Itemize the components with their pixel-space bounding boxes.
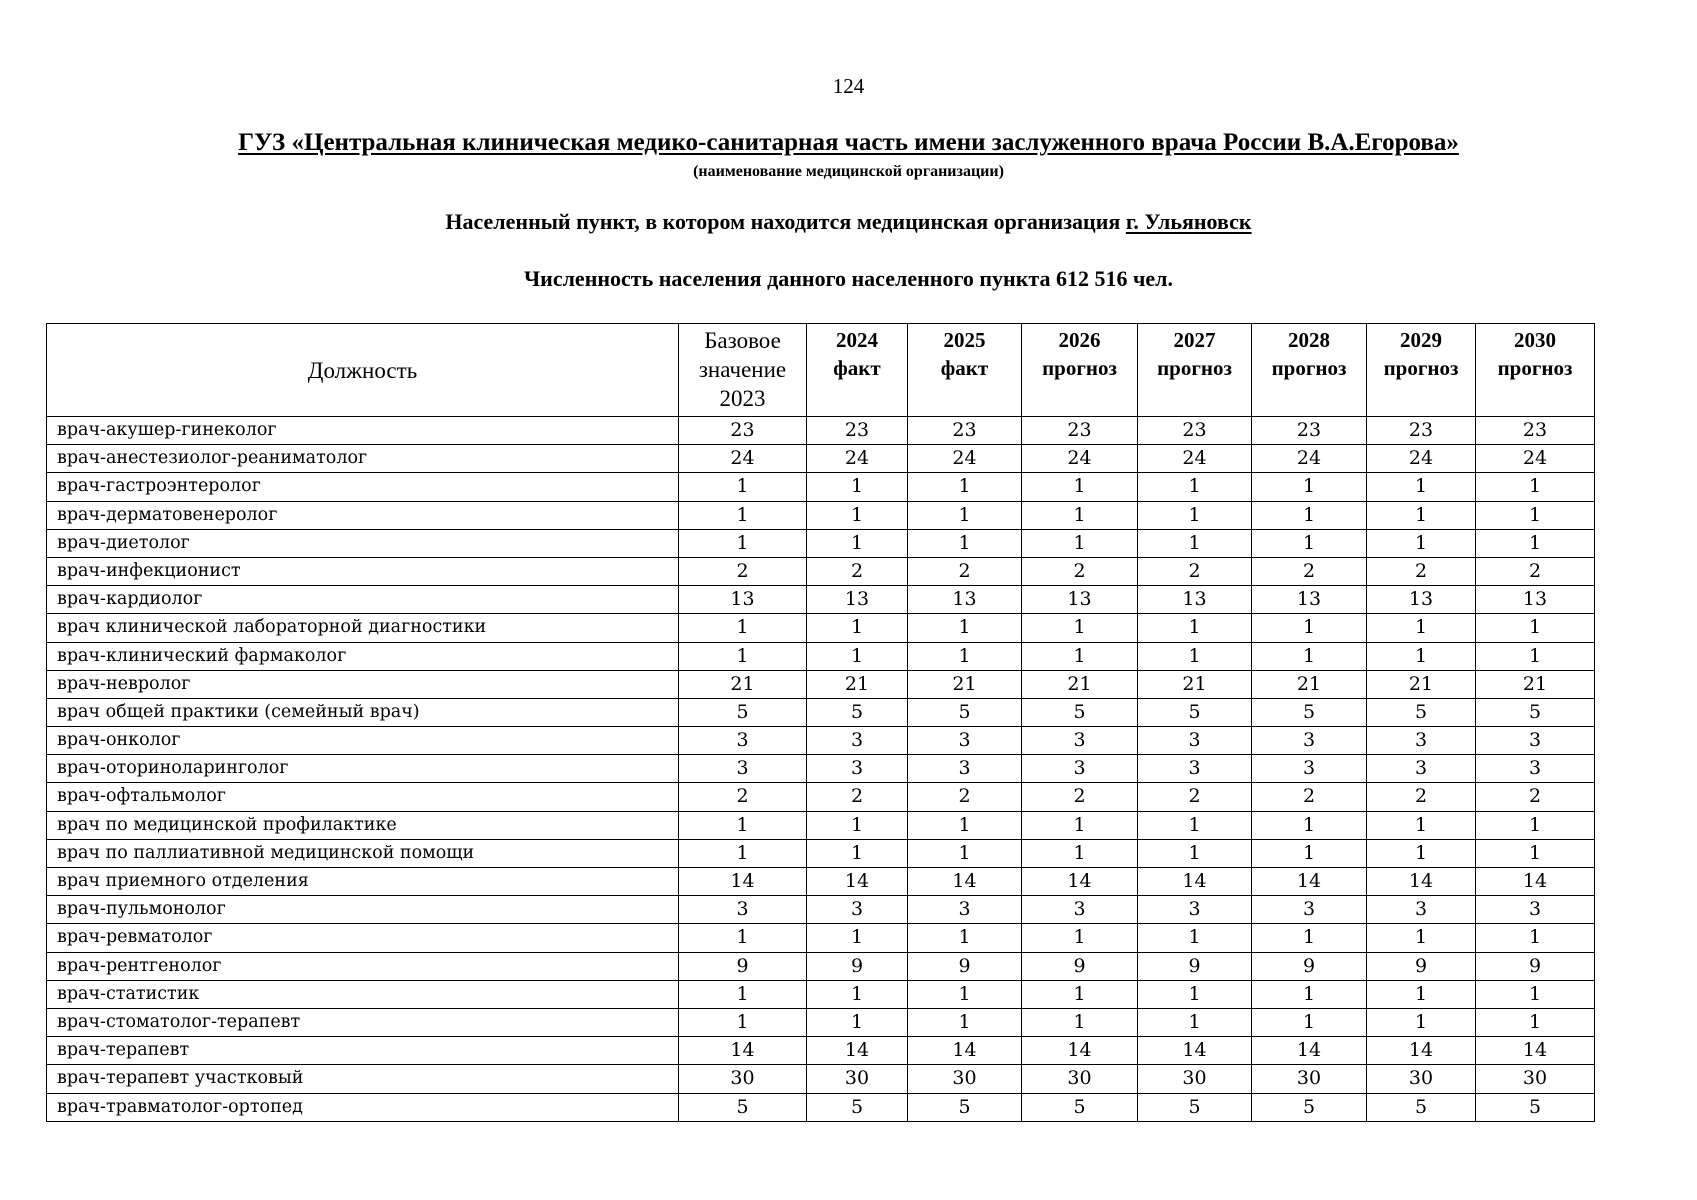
cell-value: 1 (908, 501, 1022, 529)
staff-table (46, 323, 1595, 1122)
table-row (47, 417, 1595, 445)
settlement-line (0, 209, 1697, 235)
table-row (47, 1065, 1595, 1093)
cell-position: врач-акушер-гинеколог (47, 417, 679, 445)
cell-position: врач по паллиативной медицинской помощи (47, 839, 679, 867)
table-row (47, 445, 1595, 473)
cell-value: 14 (807, 868, 908, 896)
cell-value: 1 (1476, 1008, 1595, 1036)
cell-value: 1 (807, 614, 908, 642)
header-year-kind: прогноз (1497, 356, 1573, 380)
cell-value: 1 (1138, 642, 1252, 670)
header-year (1367, 324, 1476, 417)
cell-value: 1 (807, 839, 908, 867)
cell-value: 1 (1022, 839, 1138, 867)
cell-value: 30 (679, 1065, 807, 1093)
cell-value: 5 (679, 698, 807, 726)
cell-value: 1 (1252, 529, 1367, 557)
cell-position: врач-оториноларинголог (47, 755, 679, 783)
cell-position: врач-ревматолог (47, 924, 679, 952)
cell-position: врач-статистик (47, 980, 679, 1008)
cell-value: 1 (1367, 642, 1476, 670)
cell-value: 30 (908, 1065, 1022, 1093)
settlement-city: г. Ульяновск (1125, 209, 1252, 234)
cell-position: врач приемного отделения (47, 868, 679, 896)
cell-value: 1 (679, 811, 807, 839)
table-header-row (47, 324, 1595, 417)
cell-value: 1 (1138, 473, 1252, 501)
cell-value: 3 (807, 727, 908, 755)
cell-value: 23 (908, 417, 1022, 445)
header-base-line: 2023 (719, 386, 766, 411)
cell-value: 1 (1476, 811, 1595, 839)
header-year-kind: факт (940, 356, 989, 380)
cell-value: 21 (679, 670, 807, 698)
cell-value: 1 (1138, 811, 1252, 839)
cell-value: 24 (1252, 445, 1367, 473)
cell-position: врач-стоматолог-терапевт (47, 1008, 679, 1036)
cell-value: 1 (1252, 924, 1367, 952)
cell-position: врач-терапевт участковый (47, 1065, 679, 1093)
cell-value: 1 (1022, 1008, 1138, 1036)
cell-position: врач-анестезиолог-реаниматолог (47, 445, 679, 473)
cell-position: врач-пульмонолог (47, 896, 679, 924)
cell-value: 1 (1367, 529, 1476, 557)
cell-value: 3 (1476, 727, 1595, 755)
cell-value: 1 (908, 529, 1022, 557)
cell-value: 1 (807, 1008, 908, 1036)
table-row (47, 501, 1595, 529)
header-year-kind: прогноз (1042, 356, 1117, 380)
table-row (47, 614, 1595, 642)
table-row (47, 586, 1595, 614)
cell-value: 1 (1476, 473, 1595, 501)
cell-value: 5 (1252, 1093, 1367, 1121)
cell-value: 3 (807, 896, 908, 924)
cell-value: 21 (908, 670, 1022, 698)
cell-value: 3 (1476, 896, 1595, 924)
cell-value: 3 (1022, 896, 1138, 924)
cell-value: 1 (679, 529, 807, 557)
cell-value: 5 (908, 1093, 1022, 1121)
cell-value: 1 (679, 839, 807, 867)
table-row (47, 980, 1595, 1008)
header-position: Должность (47, 324, 679, 417)
cell-value: 14 (1367, 868, 1476, 896)
cell-value: 3 (1252, 727, 1367, 755)
table-row (47, 868, 1595, 896)
cell-value: 3 (807, 755, 908, 783)
cell-position: врач-диетолог (47, 529, 679, 557)
table-row (47, 557, 1595, 585)
cell-value: 3 (1138, 727, 1252, 755)
population-line: Численность населения данного населенного пункта 612 516 чел. (524, 266, 1173, 291)
header-base-line: Базовое (704, 328, 781, 353)
cell-value: 2 (1138, 557, 1252, 585)
cell-value: 1 (1476, 501, 1595, 529)
cell-value: 3 (1367, 896, 1476, 924)
cell-value: 13 (1367, 586, 1476, 614)
cell-value: 9 (1476, 952, 1595, 980)
cell-value: 1 (1476, 924, 1595, 952)
cell-value: 1 (679, 501, 807, 529)
cell-value: 3 (679, 727, 807, 755)
cell-position: врач-кардиолог (47, 586, 679, 614)
cell-position: врач по медицинской профилактике (47, 811, 679, 839)
cell-position: врач-терапевт (47, 1037, 679, 1065)
cell-value: 21 (1476, 670, 1595, 698)
table-row (47, 811, 1595, 839)
cell-value: 9 (1367, 952, 1476, 980)
cell-value: 1 (1022, 924, 1138, 952)
cell-value: 30 (1367, 1065, 1476, 1093)
cell-value: 5 (1476, 1093, 1595, 1121)
cell-value: 9 (1138, 952, 1252, 980)
cell-value: 21 (1022, 670, 1138, 698)
cell-value: 23 (679, 417, 807, 445)
page-number: 124 (832, 74, 865, 98)
table-row (47, 642, 1595, 670)
cell-value: 1 (1252, 811, 1367, 839)
cell-value: 5 (807, 1093, 908, 1121)
cell-value: 30 (1252, 1065, 1367, 1093)
cell-value: 2 (1022, 783, 1138, 811)
cell-value: 21 (1252, 670, 1367, 698)
cell-value: 5 (1367, 698, 1476, 726)
cell-value: 1 (1476, 529, 1595, 557)
header-year (1476, 324, 1595, 417)
cell-position: врач-дерматовенеролог (47, 501, 679, 529)
settlement-label: Населенный пункт, в котором находится медицинская организация (445, 209, 1121, 234)
cell-value: 1 (1138, 529, 1252, 557)
cell-value: 24 (807, 445, 908, 473)
cell-position: врач клинической лабораторной диагностики (47, 614, 679, 642)
header-year (908, 324, 1022, 417)
cell-value: 14 (908, 868, 1022, 896)
cell-position: врач-онколог (47, 727, 679, 755)
cell-value: 1 (1367, 501, 1476, 529)
cell-value: 5 (1367, 1093, 1476, 1121)
cell-value: 30 (1022, 1065, 1138, 1093)
cell-value: 1 (1252, 839, 1367, 867)
cell-value: 2 (1022, 557, 1138, 585)
cell-value: 2 (679, 783, 807, 811)
cell-value: 3 (679, 755, 807, 783)
cell-value: 5 (1476, 698, 1595, 726)
cell-value: 2 (807, 783, 908, 811)
table-row (47, 839, 1595, 867)
cell-value: 13 (679, 586, 807, 614)
cell-value: 14 (1138, 868, 1252, 896)
cell-position: врач-гастроэнтеролог (47, 473, 679, 501)
cell-value: 1 (1022, 473, 1138, 501)
cell-value: 21 (1367, 670, 1476, 698)
cell-value: 3 (1022, 755, 1138, 783)
table-row (47, 670, 1595, 698)
cell-value: 1 (1022, 529, 1138, 557)
cell-value: 1 (908, 642, 1022, 670)
table-row (47, 1093, 1595, 1121)
cell-value: 1 (908, 924, 1022, 952)
cell-value: 1 (1476, 980, 1595, 1008)
cell-value: 14 (908, 1037, 1022, 1065)
cell-value: 1 (807, 924, 908, 952)
cell-value: 1 (1367, 839, 1476, 867)
cell-value: 2 (1367, 783, 1476, 811)
cell-value: 1 (1138, 839, 1252, 867)
cell-value: 1 (1476, 642, 1595, 670)
cell-value: 23 (1138, 417, 1252, 445)
cell-value: 23 (1252, 417, 1367, 445)
cell-value: 1 (807, 811, 908, 839)
cell-value: 9 (1252, 952, 1367, 980)
cell-position: врач-рентгенолог (47, 952, 679, 980)
header-year-number: 2026 (1058, 328, 1101, 352)
cell-value: 23 (1476, 417, 1595, 445)
cell-value: 1 (908, 839, 1022, 867)
table-row (47, 1008, 1595, 1036)
cell-value: 1 (1367, 473, 1476, 501)
cell-value: 1 (908, 811, 1022, 839)
cell-value: 3 (1138, 755, 1252, 783)
table-row (47, 698, 1595, 726)
cell-value: 5 (908, 698, 1022, 726)
cell-value: 1 (1252, 614, 1367, 642)
table-row (47, 473, 1595, 501)
cell-value: 3 (1022, 727, 1138, 755)
cell-value: 1 (679, 980, 807, 1008)
header-year-number: 2027 (1173, 328, 1216, 352)
cell-value: 1 (807, 980, 908, 1008)
cell-value: 14 (1476, 868, 1595, 896)
cell-value: 3 (679, 896, 807, 924)
cell-value: 14 (1252, 1037, 1367, 1065)
cell-value: 14 (1138, 1037, 1252, 1065)
header-year-number: 2028 (1288, 328, 1330, 352)
cell-value: 30 (807, 1065, 908, 1093)
table-row (47, 783, 1595, 811)
cell-value: 13 (1476, 586, 1595, 614)
cell-value: 1 (1367, 614, 1476, 642)
cell-value: 1 (1022, 980, 1138, 1008)
cell-value: 1 (908, 473, 1022, 501)
cell-value: 2 (679, 557, 807, 585)
cell-position: врач-травматолог-ортопед (47, 1093, 679, 1121)
cell-value: 30 (1138, 1065, 1252, 1093)
organization-name: ГУЗ «Центральная клиническая медико-санитарная часть имени заслуженного врача России В.А.Егорова» (238, 129, 1459, 156)
cell-value: 14 (807, 1037, 908, 1065)
cell-value: 14 (1367, 1037, 1476, 1065)
cell-value: 3 (1367, 755, 1476, 783)
cell-value: 24 (908, 445, 1022, 473)
cell-value: 1 (679, 924, 807, 952)
table-row (47, 924, 1595, 952)
cell-value: 24 (679, 445, 807, 473)
cell-value: 2 (807, 557, 908, 585)
cell-position: врач общей практики (семейный врач) (47, 698, 679, 726)
cell-value: 21 (807, 670, 908, 698)
table-row (47, 755, 1595, 783)
cell-value: 2 (908, 557, 1022, 585)
table-row (47, 529, 1595, 557)
cell-value: 1 (807, 501, 908, 529)
header-year-kind: прогноз (1157, 356, 1232, 380)
cell-value: 5 (1252, 698, 1367, 726)
cell-value: 1 (1367, 811, 1476, 839)
cell-value: 1 (1367, 980, 1476, 1008)
cell-value: 1 (1367, 1008, 1476, 1036)
cell-value: 13 (807, 586, 908, 614)
header-year-kind: прогноз (1271, 356, 1347, 380)
cell-value: 24 (1476, 445, 1595, 473)
cell-value: 1 (1022, 642, 1138, 670)
cell-value: 1 (1138, 614, 1252, 642)
cell-value: 1 (1138, 1008, 1252, 1036)
cell-value: 14 (1022, 868, 1138, 896)
cell-value: 1 (1138, 501, 1252, 529)
cell-value: 13 (1022, 586, 1138, 614)
cell-value: 5 (1138, 1093, 1252, 1121)
cell-value: 5 (679, 1093, 807, 1121)
cell-value: 5 (1022, 698, 1138, 726)
header-year (807, 324, 908, 417)
cell-value: 5 (807, 698, 908, 726)
cell-value: 1 (807, 642, 908, 670)
cell-value: 24 (1367, 445, 1476, 473)
cell-value: 2 (1476, 557, 1595, 585)
cell-value: 1 (1367, 924, 1476, 952)
header-year (1252, 324, 1367, 417)
cell-value: 1 (908, 614, 1022, 642)
cell-value: 9 (807, 952, 908, 980)
table-row (47, 727, 1595, 755)
cell-value: 2 (1476, 783, 1595, 811)
table-body (47, 417, 1595, 1122)
cell-value: 13 (1138, 586, 1252, 614)
cell-value: 1 (679, 473, 807, 501)
table-row (47, 1037, 1595, 1065)
organization-caption: (наименование медицинской организации) (693, 163, 1004, 180)
header-year-kind: прогноз (1383, 356, 1459, 380)
cell-value: 9 (908, 952, 1022, 980)
cell-value: 13 (1252, 586, 1367, 614)
header-year-number: 2024 (836, 328, 878, 352)
cell-value: 5 (1138, 698, 1252, 726)
cell-value: 3 (1476, 755, 1595, 783)
cell-value: 9 (1022, 952, 1138, 980)
header-year (1138, 324, 1252, 417)
cell-value: 14 (1252, 868, 1367, 896)
cell-value: 5 (1022, 1093, 1138, 1121)
cell-value: 14 (679, 868, 807, 896)
cell-position: врач-инфекционист (47, 557, 679, 585)
cell-value: 1 (908, 1008, 1022, 1036)
cell-value: 3 (1252, 896, 1367, 924)
cell-value: 23 (1367, 417, 1476, 445)
cell-value: 2 (1252, 783, 1367, 811)
header-year-kind: факт (833, 356, 881, 380)
cell-value: 14 (1476, 1037, 1595, 1065)
cell-value: 23 (1022, 417, 1138, 445)
cell-value: 2 (1367, 557, 1476, 585)
cell-value: 1 (679, 1008, 807, 1036)
cell-value: 1 (807, 473, 908, 501)
cell-value: 1 (1252, 501, 1367, 529)
cell-value: 1 (1252, 1008, 1367, 1036)
header-year-number: 2030 (1514, 328, 1556, 352)
cell-value: 1 (1138, 980, 1252, 1008)
header-year-number: 2025 (943, 328, 986, 352)
cell-value: 2 (1252, 557, 1367, 585)
cell-value: 3 (908, 727, 1022, 755)
cell-value: 14 (1022, 1037, 1138, 1065)
cell-value: 3 (908, 896, 1022, 924)
cell-value: 1 (1252, 473, 1367, 501)
cell-value: 2 (908, 783, 1022, 811)
cell-value: 24 (1022, 445, 1138, 473)
header-base (679, 324, 807, 417)
cell-position: врач-клинический фармаколог (47, 642, 679, 670)
cell-value: 9 (679, 952, 807, 980)
cell-value: 30 (1476, 1065, 1595, 1093)
cell-value: 1 (1476, 839, 1595, 867)
cell-position: врач-офтальмолог (47, 783, 679, 811)
header-year (1022, 324, 1138, 417)
cell-value: 1 (679, 614, 807, 642)
header-base-line: значение (698, 357, 787, 382)
cell-value: 1 (1022, 811, 1138, 839)
header-year-number: 2029 (1400, 328, 1442, 352)
cell-value: 1 (807, 529, 908, 557)
cell-value: 3 (1138, 896, 1252, 924)
cell-value: 21 (1138, 670, 1252, 698)
cell-position: врач-невролог (47, 670, 679, 698)
cell-value: 1 (1252, 980, 1367, 1008)
cell-value: 1 (1138, 924, 1252, 952)
cell-value: 3 (1367, 727, 1476, 755)
cell-value: 3 (1252, 755, 1367, 783)
cell-value: 1 (1022, 614, 1138, 642)
cell-value: 3 (908, 755, 1022, 783)
cell-value: 1 (1476, 614, 1595, 642)
cell-value: 1 (1022, 501, 1138, 529)
cell-value: 24 (1138, 445, 1252, 473)
cell-value: 23 (807, 417, 908, 445)
cell-value: 1 (908, 980, 1022, 1008)
cell-value: 2 (1138, 783, 1252, 811)
cell-value: 1 (679, 642, 807, 670)
table-row (47, 896, 1595, 924)
cell-value: 1 (1252, 642, 1367, 670)
cell-value: 14 (679, 1037, 807, 1065)
cell-value: 13 (908, 586, 1022, 614)
table-row (47, 952, 1595, 980)
